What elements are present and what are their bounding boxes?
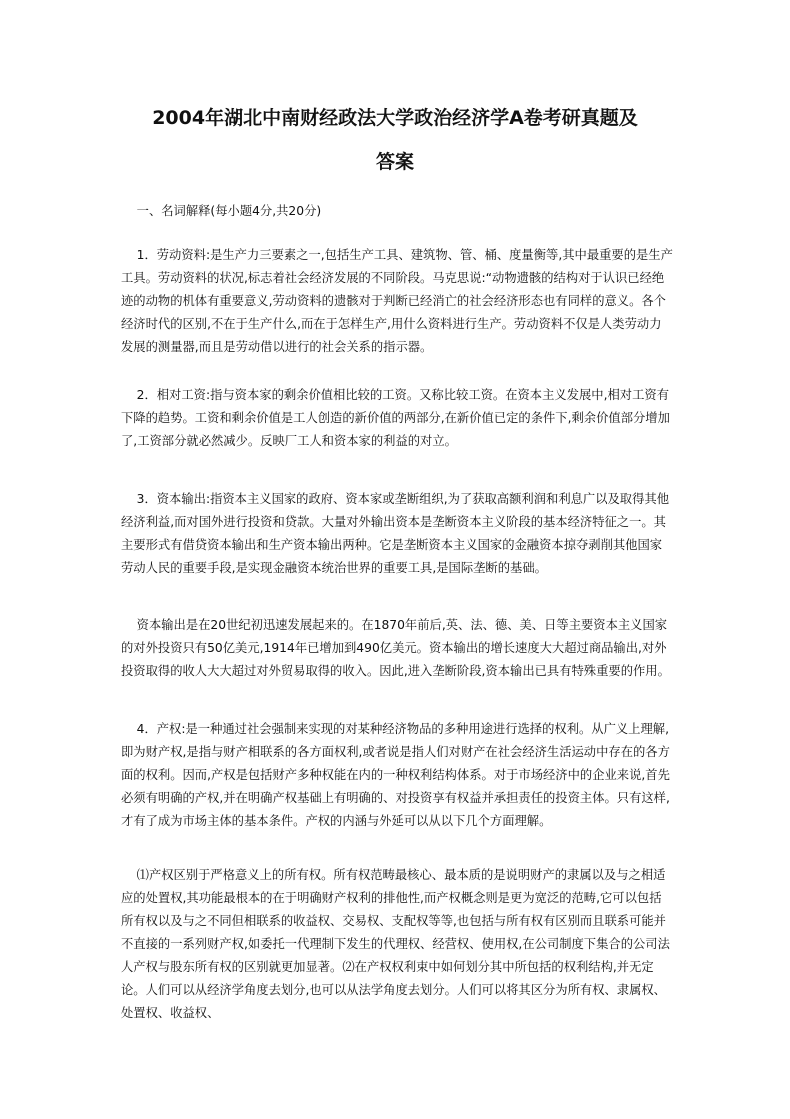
document-title-line2: 答案 bbox=[375, 151, 414, 173]
paragraph-capital-export: 3．资本输出:指资本主义国家的政府、资本家或垄断组织,为了获取高额利润和利息广以及取得其他经济利益,而对国外进行投资和贷款。大量对外输出资本是垄断资本主义阶段的基本经济特征之一。其主要形式有借贷资本输出和生产资本输出两种。它是垄断资本主义国家的金融资本掠夺剥削其他国家劳动人民的重要手段,是实现金融资本统治世界的重要工具,是国际垄断的基础。 bbox=[121, 492, 669, 575]
paragraph-property-rights-detail: ⑴产权区别于严格意义上的所有权。所有权范畴最核心、最本质的是说明财产的隶属以及与之相适应的处置权,其功能最根本的在于明确财产权利的排他性,而产权概念则是更为宽泛的范畴,它可以包括所有权以及与之不同但相联系的收益权、交易权、支配权等等,也包括与所有权有区别而且联系可能并不直接的一系列财产权,如委托一代理制下发生的代理权、经营权、使用权,在公司制度下集合的公司法人产权与股东所有权的区别就更加显著。⑵在产权权利束中如何划分其中所包括的权利结构,并无定论。人们可以从经济学角度去划分,也可以从法学角度去划分。人们可以将其区分为所有权、隶属权、处置权、收益权、 bbox=[121, 868, 670, 1020]
document-title-line1: 2004年湖北中南财经政法大学政治经济学A卷考研真题及 bbox=[152, 107, 638, 129]
paragraph-property-rights: 4．产权:是一种通过社会强制来实现的对某种经济物品的多种用途进行选择的权利。从广义上理解,即为财产权,是指与财产相联系的各方面权利,或者说是指人们对财产在社会经济生活运动中存在的各方面的权利。因而,产权是包括财产多种权能在内的一种权利结构体系。对于市场经济中的企业来说,首先必须有明确的产权,并在明确产权基础上有明确的、对投资享有权益并承担责任的投资主体。只有这样,才有了成为市场主体的基本条件。产权的内涵与外延可以从以下几个方面理解。 bbox=[121, 722, 670, 828]
paragraph-capital-export-history: 资本输出是在20世纪初迅速发展起来的。在1870年前后,英、法、德、美、日等主要资本主义国家的对外投资只有50亿美元,1914年已增加到490亿美元。资本输出的增长速度大大超过商品输出,对外投资取得的收人大大超过对外贸易取得的收入。因此,进入垄断阶段,资本输出已具有特殊重要的作用。 bbox=[121, 618, 670, 678]
paragraph-labor-means: 1．劳动资料:是生产力三要素之一,包括生产工具、建筑物、管、桶、度量衡等,其中最重要的是生产工具。劳动资料的状况,标志着社会经济发展的不同阶段。马克思说:“动物遗骸的结构对于认识已经绝迹的动物的机体有重要意义,劳动资料的遗骸对于判断已经消亡的社会经济形态也有同样的意义。各个经济时代的区别,不在于生产什么,而在于怎样生产,用什么资料进行生产。劳动资料不仅是人类劳动力发展的测量器,而且是劳动借以进行的社会关系的指示器。 bbox=[121, 248, 673, 354]
section-heading: 一、名词解释(每小题4分,共20分) bbox=[121, 204, 322, 218]
paragraph-relative-wage: 2．相对工资:指与资本家的剩余价值相比较的工资。又称比较工资。在资本主义发展中,相对工资有下降的趋势。工资和剩余价值是工人创造的新价值的两部分,在新价值已定的条件下,剩余价值部分增加了,工资部分就必然减少。反映厂工人和资本家的利益的对立。 bbox=[121, 388, 670, 448]
